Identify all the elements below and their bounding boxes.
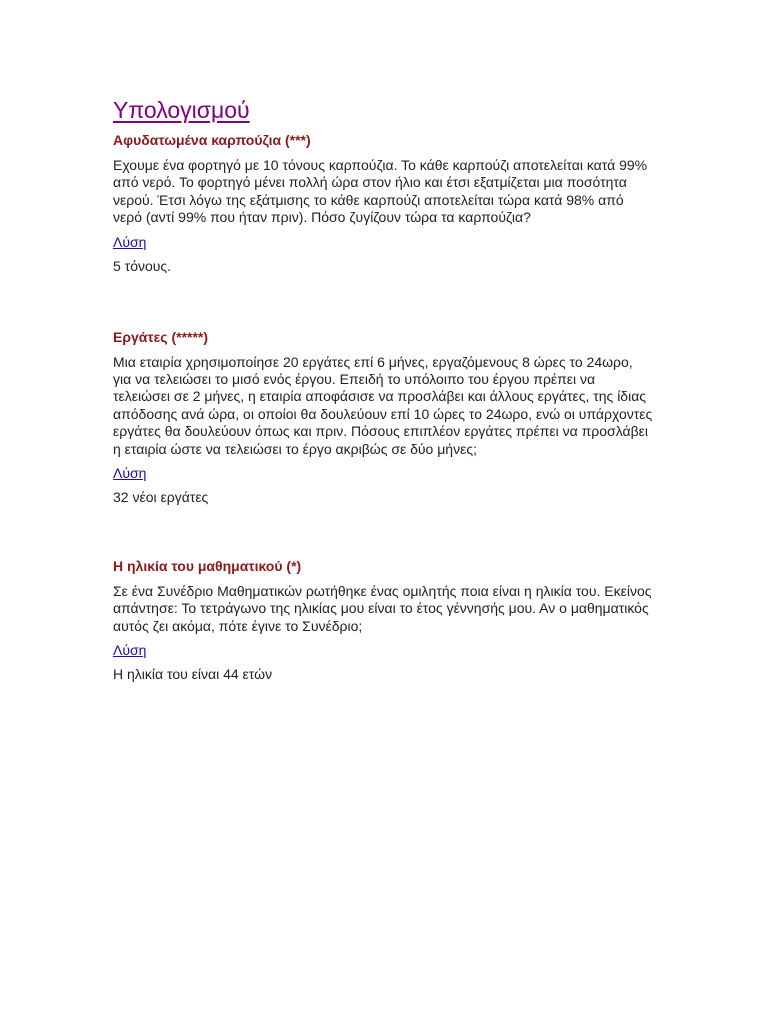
answer-text: 5 τόνους. xyxy=(113,257,172,274)
solution-link[interactable]: Λύση xyxy=(113,465,147,482)
problem-workers xyxy=(113,328,653,507)
document-page xyxy=(113,95,653,684)
answer-text: Η ηλικία του είναι 44 ετών xyxy=(113,666,273,683)
problem-text: Εχουμε ένα φορτηγό με 10 τόνους καρπούζια. Το κάθε καρπούζι αποτελείται κατά 99% από νερό. Το φορτηγό μένει πολλή ώρα στον ήλιο και έτσι εξατμίζεται μια ποσότητα νερού. Έτσι λόγω της εξάτμισης το κάθε καρπούζι αποτελείται τώρα κατά 98% από νερό (αντί 99% που ήταν πριν). Πόσο ζυγίζουν τώρα τα καρπούζια? xyxy=(113,157,648,226)
solution-link[interactable]: Λύση xyxy=(113,642,147,659)
problem-title: Εργάτες (*****) xyxy=(113,328,209,345)
problem-text: Σε ένα Συνέδριο Μαθηματικών ρωτήθηκε ένας ομιλητής ποια είναι η ηλικία του. Εκείνος απάντησε: Το τετράγωνο της ηλικίας μου είναι το έτος γέννησής μου. Αν ο μαθηματικός αυτός ζει ακόμα, πότε έγινε το Συνέδριο; xyxy=(113,583,652,634)
page-title-link[interactable]: Υπολογισμού xyxy=(113,97,250,123)
problem-title: Αφυδατωμένα καρπούζια (***) xyxy=(113,132,311,148)
problem-text: Μια εταιρία χρησιμοποίησε 20 εργάτες επί 6 μήνες, εργαζόμενους 8 ώρες το 24ωρο, για να τελειώσει το μισό ενός έργου. Επειδή το υπόλοιπο του έργου πρέπει να τελειώσει σε 2 μήνες, η εταιρία αποφάσισε να προσλάβει και άλλους εργάτες, της ίδιας απόδοσης ανά ώρα, οι οποίοι θα δουλεύουν επί 10 ώρες το 24ωρο, ενώ οι υπάρχοντες εργάτες θα δουλεύουν όπως και πριν. Πόσους επιπλέον εργάτες πρέπει να προσλάβει η εταιρία ώστε να τελειώσει το έργο ακριβώς σε δύο μήνες; xyxy=(113,353,653,457)
problem-watermelons xyxy=(113,131,653,276)
solution-link[interactable]: Λύση xyxy=(113,233,147,250)
problem-mathematician-age xyxy=(113,557,653,684)
answer-text: 32 νέοι εργάτες xyxy=(113,489,209,506)
problem-title: Η ηλικία του μαθηματικού (*) xyxy=(113,558,302,575)
